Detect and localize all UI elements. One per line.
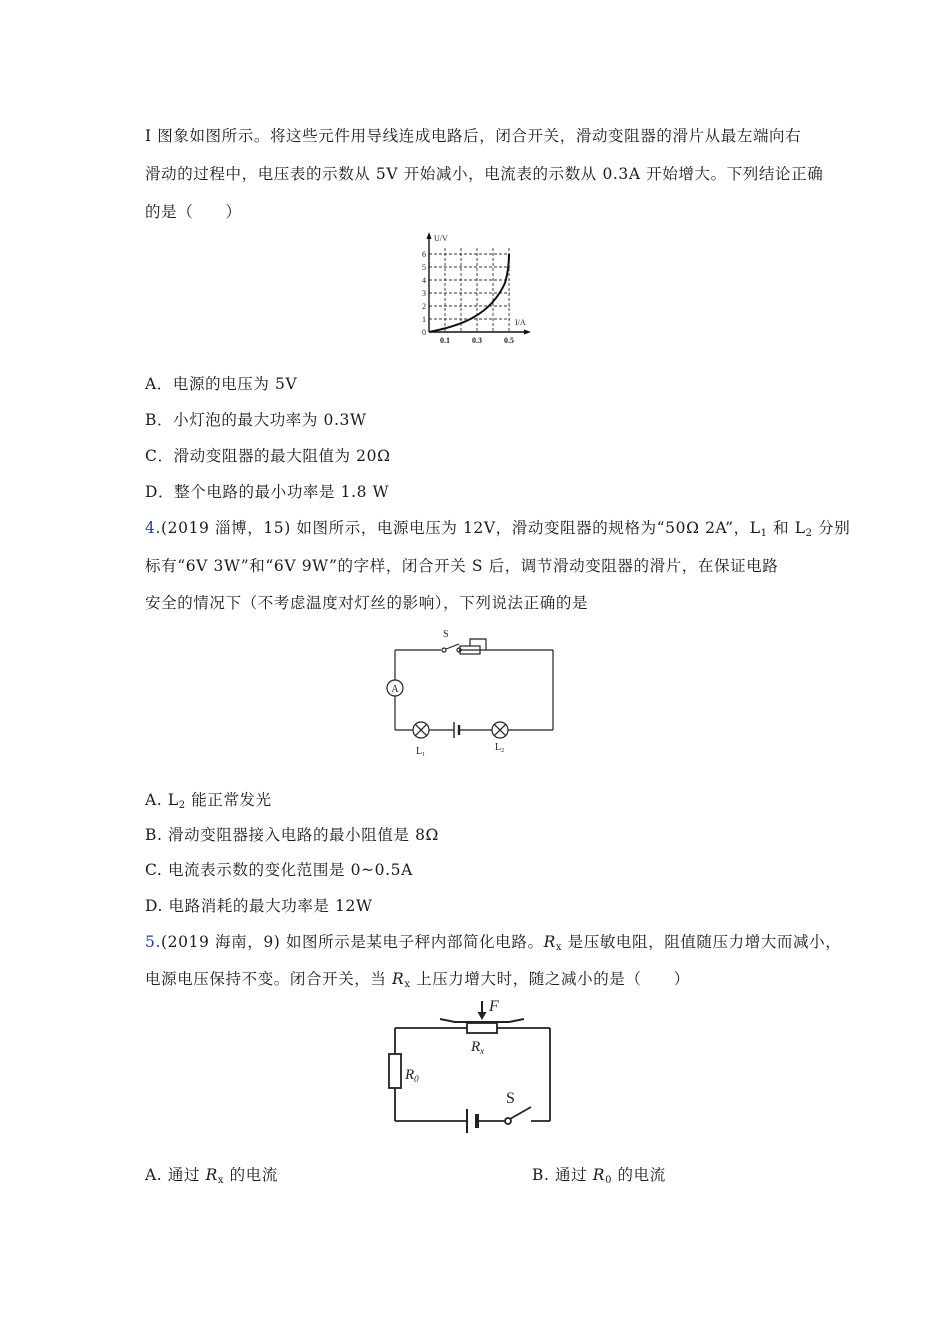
q3-option-c[interactable]: C．滑动变阻器的最大阻值为 20Ω (145, 447, 391, 465)
q5-line-2: 电源电压保持不变。闭合开关，当 $R_x$ 上压力增大时，随之减小的是（ ） (145, 970, 690, 990)
graph-y-tick: 3 (422, 289, 426, 298)
graph-y-axis-label: U/V (434, 234, 448, 243)
switch-icon (510, 1107, 531, 1119)
switch-icon (446, 644, 459, 649)
q5-number: 5. (145, 933, 161, 951)
q4-line-2: 标有“6V 3W”和“6V 9W”的字样，闭合开关 S 后，调节滑动变阻器的滑片，在保证电路 (145, 557, 779, 575)
q4-option-a[interactable]: A. $L_2$ 能正常发光 (145, 791, 272, 811)
graph-y-tick: 2 (422, 302, 426, 311)
graph-x-tick: 0.5 (504, 336, 514, 345)
graph-y-tick: 0 (422, 328, 426, 337)
ui-graph (415, 228, 540, 348)
lamp1-label: $L_1$ (416, 746, 426, 758)
q5-option-a[interactable]: A. 通过 $R_x$ 的电流 (145, 1166, 278, 1186)
q3-option-a[interactable]: A．电源的电压为 5V (145, 375, 298, 393)
ammeter-label: A (391, 684, 399, 695)
q4-option-c[interactable]: C. 电流表示数的变化范围是 0~0.5A (145, 861, 413, 879)
graph-y-tick: 6 (422, 250, 426, 259)
intro-line-3: 的是（ ） (145, 203, 242, 221)
graph-x-tick: 0.3 (472, 336, 482, 345)
q4-line-1: 4.(2019 淄博，15) 如图所示，电源电压为 12V，滑动变阻器的规格为“50Ω 2A”，$L_1$ 和 $L_2$ 分别 (145, 519, 851, 539)
lamp2-label: $L_2$ (495, 742, 505, 754)
q4-option-b[interactable]: B. 滑动变阻器接入电路的最小阻值是 8Ω (145, 826, 439, 844)
q5-option-b[interactable]: B. 通过 $R_0$ 的电流 (532, 1166, 666, 1186)
graph-y-tick: 4 (422, 276, 426, 285)
q4-option-d[interactable]: D. 电路消耗的最大功率是 12W (145, 897, 373, 915)
graph-x-tick: 0.1 (440, 336, 450, 345)
intro-line-1: I 图象如图所示。将这些元件用导线连成电路后，闭合开关，滑动变阻器的滑片从最左端向右 (145, 127, 802, 145)
q4-circuit-diagram (355, 622, 570, 760)
q4-number: 4. (145, 519, 161, 537)
q4-line-3: 安全的情况下（不考虑温度对灯丝的影响），下列说法正确的是 (145, 594, 589, 612)
r0-label: $R_0$ (405, 1067, 419, 1084)
switch-label: S (506, 1090, 515, 1107)
force-label: F (489, 998, 499, 1015)
graph-x-axis-label: I/A (515, 318, 526, 327)
graph-y-tick: 1 (422, 315, 426, 324)
pressure-resistor-rx-icon (467, 1023, 497, 1033)
graph-y-tick: 5 (422, 263, 426, 272)
rx-label: $R_x$ (471, 1039, 485, 1056)
q5-circuit-diagram (385, 995, 560, 1143)
q5-line-1: 5.(2019 海南，9) 如图所示是某电子秤内部简化电路。$R_x$ 是压敏电阻，阻值随压力增大而减小， (145, 933, 842, 953)
switch-label: S (443, 629, 449, 640)
q3-option-d[interactable]: D．整个电路的最小功率是 1.8 W (145, 483, 390, 501)
resistor-r0-icon (389, 1054, 401, 1088)
q3-option-b[interactable]: B．小灯泡的最大功率为 0.3W (145, 411, 367, 429)
intro-line-2: 滑动的过程中，电压表的示数从 5V 开始减小，电流表的示数从 0.3A 开始增大。下列结论正确 (145, 165, 824, 183)
